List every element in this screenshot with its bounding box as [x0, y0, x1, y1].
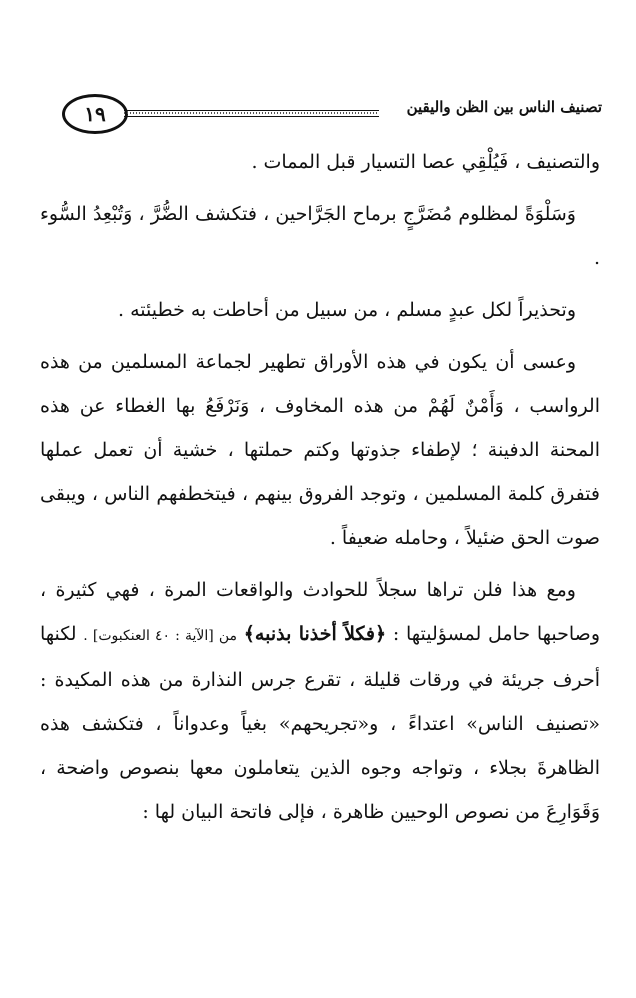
paragraph	[40, 140, 600, 184]
text-line: و«تجريحهم» بغياً وعدواناً ، فتكشف هذه الظاهرةَ بجلاء ،	[40, 713, 600, 779]
page-header	[62, 88, 602, 138]
header-divider	[124, 110, 379, 117]
text-line: وتواجه وجوه الذين يتعاملون معها بنصوص واضحة ، وَقَوَارِعَ	[40, 757, 600, 823]
text-line: الغطاء عن هذه المحنة الدفينة ؛ لإطفاء جذوتها وكتم حملتها ،	[40, 395, 600, 461]
text-line: لكنها أحرف جريئة في ورقات قليلة ،	[40, 623, 600, 691]
text-line: وَتُبْعِدُ السُّوء .	[40, 203, 600, 269]
paragraph	[40, 340, 600, 560]
text-line: خشية أن تعمل عملها فتفرق كلمة المسلمين ، وتوجد الفروق	[40, 439, 600, 505]
text-line: والتصنيف ، فَيُلْقِي عصا التسيار قبل الممات .	[251, 151, 600, 173]
paragraph	[40, 568, 600, 834]
text-line: خطيئته .	[118, 299, 185, 321]
verse-reference: من [الآية : ٤٠ العنكبوت] .	[83, 628, 238, 644]
paragraph	[40, 288, 600, 332]
text-line: بينهم ، فيتخطفهم الناس ، ويبقى صوت الحق ضئيلاً ، وحامله	[40, 483, 600, 549]
body-text	[40, 140, 600, 834]
text-line: ومع هذا فلن تراها سجلاً للحوادث والواقعات المرة ،	[148, 579, 576, 601]
text-line: من نصوص الوحيين ظاهرة ، فإلى فاتحة البيان لها :	[142, 801, 541, 823]
text-line: فهي كثيرة ، وصاحبها حامل لمسؤليتها :	[40, 579, 600, 645]
quran-verse: ﴿فكلاً أخذنا بذنبه﴾	[243, 623, 387, 645]
page-number: ١٩	[62, 94, 128, 134]
text-line: ضعيفاً .	[329, 527, 389, 549]
running-title: تصنيف الناس بين الظن واليقين	[406, 98, 602, 116]
text-line: تقرع جرس النذارة من هذه المكيدة : «تصنيف الناس» اعتداءً ،	[40, 669, 600, 735]
paragraph	[40, 192, 600, 280]
text-line: وعسى أن يكون في هذه الأوراق تطهير لجماعة المسلمين	[110, 351, 576, 373]
text-line: وَسَلْوَةً لمظلوم مُضَرَّجٍ برماح الجَرَّاحين ، فتكشف الضُّرَّ ،	[138, 203, 576, 225]
text-line: وتحذيراً لكل عبدٍ مسلم ، من سبيل من أحاطت به	[190, 299, 576, 321]
text-line: من هذه الرواسب ، وَأَمْنٌ لَهُمْ من هذه المخاوف ، وَنَرْفَعُ بها	[40, 351, 601, 417]
